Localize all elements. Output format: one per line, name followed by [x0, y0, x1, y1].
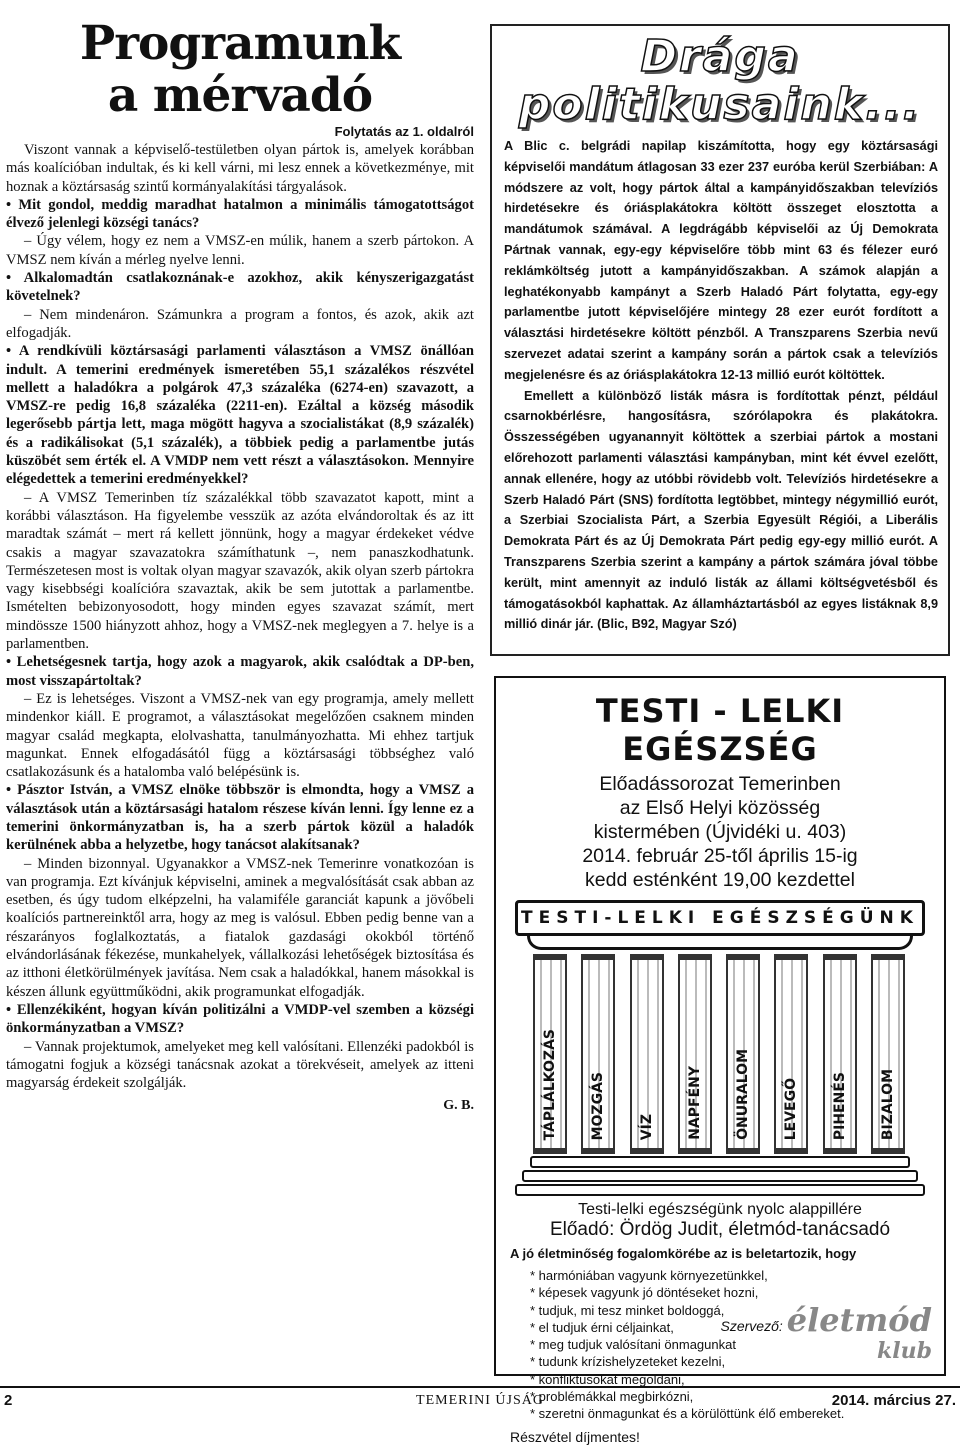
- temple-pillar: [678, 954, 712, 1154]
- list-item: * el tudjuk érni céljainkat,: [530, 1319, 674, 1335]
- sidebar-paragraph: Emellett a különböző listák másra is fordítottak pénzt, például csarnokbérlésre, hangosításra, szórólapokra és plakátokra. Összességében ugyanannyit költöttek a szerbiai pártok a mostani előrehozott parlamenti választási kampányban, mint két évvel ezelőtt, annak ellenére, hogy az utóbbi rövidebb volt. Televíziós hirdetésekre a Szerb Haladó Párt (SNS) fordította legtöbbet, mintegy négymillió eurót, a Szerbiai Szocialista Párt, a Szerbia Egyesült Régiói, a Liberális Demokrata Párt és az Új Demokrata Párt pedig egy-egy millió eurót. A Transzparens Szerbia szerint a kampány a pártok számára jóval többe került, mint amennyit az induló listák az állami költségvetésből és támogatásokból kaphattak. Az államháztartásból az egyes listáknak 8,9 millió dinár jár. (Blic, B92, Magyar Szó): [504, 388, 938, 632]
- temple-pillar: [630, 954, 664, 1154]
- publication-name: TEMERINI ÚJSÁG: [416, 1393, 544, 1408]
- sidebar-article: [490, 24, 950, 656]
- sidebar-title-line-1: Drága: [640, 31, 800, 82]
- continued-note: Folytatás az 1. oldalról: [334, 124, 474, 139]
- club-logo-text-2: klub: [877, 1338, 932, 1364]
- temple-pillar: [726, 954, 760, 1154]
- interview-question: • A rendkívüli köztársasági parlamenti választáson a VMSZ önállóan indult. A temerini eredmények ismeretében 55,1 százalékos részvétel mellett a haladókra a polgárok 47,3 százaléka (6274-en) szavazott, a VMSZ-re pedig 16,8 százaléka (2211-en). Ezáltal a község második legerősebb pártja lett, maga mögött hagyva a szocialistákat (8,9 százalék) és a radikálisokat (5,1 százalék), a többiek pedig a parlamentbe jutás küszöbét sem érték el. A VMDP nem vett részt a választásokon. Mennyire elégedettek a temerini eredményekkel?: [6, 343, 474, 488]
- interview-paragraph: Viszont vannak a képviselő-testületben olyan pártok is, amelyek korábban más koalícióban indultak, és ki kell várni, mi lesz ennek a következménye, mit hoznak a köztársaság szintű kormányalakítási tárgyalások.: [6, 142, 474, 195]
- pillar-label: NAPFÉNY: [686, 1066, 703, 1140]
- ad-line: kistermében (Újvidéki u. 403): [593, 821, 847, 843]
- headline-line-1: Programunk: [79, 16, 401, 71]
- page-footer: [0, 1386, 960, 1415]
- interview-question: • Lehetségesnek tartja, hogy azok a magyarok, akik csalódtak a DP-ben, most visszapártoltak?: [6, 654, 474, 689]
- organizer: [720, 1301, 932, 1366]
- temple-pillar: [581, 954, 615, 1154]
- temple-steps: [515, 1156, 925, 1196]
- issue-date: 2014. március 27.: [831, 1392, 956, 1409]
- temple-roof: TESTI-LELKI EGÉSZSÉGÜNK: [515, 900, 925, 936]
- author-signature: G. B.: [443, 1098, 474, 1114]
- temple-pediment: [527, 936, 913, 950]
- interview-paragraph: – Minden bizonnyal. Ugyanakkor a VMSZ-nek Temerinre vonatkozóan is van programja. Ezt kívánjuk képviselni, aminek a megvalósítását csak abban az esetben, és úgy tudom elképzelni, ha valamiféle garanciát kapunk a jövőbeli koalíciós partnereinktől arra, hogy az meg is valósul. Ebben pedig benne van a részarányos foglalkoztatás, a fiatalok gazdasági okokból történő elvándorlásának fékezése, munkahelyek, vállalkozási lehetőségek biztosítása és az itthoni életkörülmények javítása. Nem csak a haladókkal, hanem másokkal is készen állunk együttműködni, akik programunkat elfogadják.: [6, 855, 474, 1000]
- ad-line: Előadássorozat Temerinben: [599, 773, 841, 795]
- pillar-label: BIZALOM: [879, 1068, 896, 1140]
- temple-pillar: [774, 954, 808, 1154]
- interview-question: • Ellenzékiként, hogyan kíván politizálni a VMDP-vel szemben a községi önkormányzatban a VMSZ?: [6, 1001, 474, 1037]
- temple-pillar: [533, 954, 567, 1154]
- list-item: * meg tudjuk valósítani önmagunkat: [530, 1337, 736, 1353]
- pillar-label: MOZGÁS: [590, 1071, 607, 1140]
- ad-free-entry: Részvétel díjmentes!: [510, 1428, 640, 1445]
- interview-paragraph: – A VMSZ Temerinben tíz százalékkal több szavazatot kapott, mint a korábbi választáson. Ha figyelembe vesszük az azóta elvándoroltak és az itt maradtak számát – mert rá kellett jönnünk, hogy a magyar érdekeket védve csakis a magyar szavazatokra számíthatunk –, nem panaszkodhatunk. Természetesen most is voltak olyan magyar szavazók, akik olyan szerb pártokra vagy kisebbségi koalícióra szavaztak, akik be sem jutottak a parlamentbe. Ismételten bebizonyosodott, hogy minden egyes szavazat számít, mert mindössze 1500 hiányzott ahhoz, hogy a VMSZ-nek meglegyen a 7. helye is a parlamentben.: [6, 489, 474, 653]
- pillar-label: LEVEGŐ: [783, 1077, 800, 1140]
- interview-paragraph: – Nem mindenáron. Számunkra a program a fontos, és azok, akik azt elfogadják.: [6, 306, 474, 341]
- page-number: 2: [4, 1392, 13, 1409]
- temple-pillar: [823, 954, 857, 1154]
- list-item: * tudjuk, mi tesz minket boldoggá,: [530, 1302, 725, 1318]
- ad-line: 2014. február 25-től április 15-ig: [582, 845, 858, 867]
- article-headline: [6, 18, 474, 122]
- temple-illustration: [505, 900, 935, 1200]
- organizer-label: Szervező:: [720, 1318, 783, 1334]
- list-item: * konfliktusokat megoldani,: [530, 1371, 685, 1387]
- pillar-label: TÁPLÁLKOZÁS: [542, 1028, 558, 1140]
- headline-line-2: a mérvadó: [107, 68, 373, 123]
- pillar-label: PIHENÉS: [831, 1071, 848, 1140]
- sidebar-body: [492, 130, 948, 635]
- sidebar-paragraph: A Blic c. belgrádi napilap kiszámította, hogy egy köztársasági képviselői mandátum átlagosan 33 ezer 237 euróba kerül Szerbiában: A módszere az volt, hogy pártok által a kampányidőszakban televíziós hirdetésekre és óriásplakátokra költött összeget elosztotta a mandátumok számával. A legdrágább képviselői az Új Demokrata Pártnak vannak, egy-egy képviselőre több mint 63 és félezer euró reklámköltség jutott a kampányidőszakban. A számok alapján a leghatékonyabb kampányt a Szerb Haladó Párt folytatta, egy-egy parlamentbe jutott képviselőjére mintegy 28 ezer eurót fordított a választási hirdetésekre költött pénzből. A Transzparens Szerbia nevű szervezet adatai szerint a kampány során a pártok csak a televíziós megjelenésre és az óriásplakátokra 12-13 millió eurót költöttek.: [504, 139, 938, 382]
- interview-question: • Mit gondol, meddig maradhat hatalmon a minimális támogatottságot élvező jelenlegi községi tanács?: [6, 196, 474, 232]
- temple-pillar: [871, 954, 905, 1154]
- ad-line: az Első Helyi közösség: [619, 797, 821, 819]
- list-item: * képesek vagyunk jó döntéseket hozni,: [530, 1285, 759, 1301]
- temple-pillars: [533, 954, 905, 1154]
- sidebar-title-line-2: politikusaink...: [518, 79, 922, 130]
- interview-paragraph: – Vannak projektumok, amelyeket meg kell valósítani. Ellenzéki padokból is támogatni fogjuk a községi tanácsnak azokat a törekvéseit, amelyek az itteni magyarság érdekeit szolgálják.: [6, 1038, 474, 1092]
- list-item: * tudunk krízishelyzeteket kezelni,: [530, 1354, 726, 1370]
- ad-subtitle: Testi-lelki egészségünk nyolc alappillére: [578, 1201, 862, 1218]
- list-item: * szeretni önmagunkat és a körülöttünk élő embereket.: [530, 1406, 845, 1422]
- list-item: * problémákkal megbirkózni,: [530, 1389, 694, 1405]
- interview-question: • Pásztor István, a VMSZ elnöke többször is elmondta, hogy a VMSZ a választások után a köztársasági hatalom részese kíván lenni. Így lenne ez a temerini önkormányzatban is, ha a szerb pártok közül a haladók kerülnének abba a helyzetbe, hogy tanácsot alakítsanak?: [6, 782, 474, 854]
- pillar-label: VÍZ: [638, 1113, 655, 1140]
- ad-title: TESTI - LELKI EGÉSZSÉG: [595, 692, 845, 768]
- interview-paragraph: – Ez is lehetséges. Viszont a VMSZ-nek van egy programja, amely mellett mindenkor kiáll. E programot, a választásokat megelőzően csaknem minden magyar család megkapta, elolvashatta, tanulmányozhatta. Mi ehhez tartjuk magunkat. Ennek elfogadásától függ a köztársasági többséghez való csatlakozásunk és a hatalomba való belépésünk is.: [6, 690, 474, 781]
- main-article: [6, 18, 474, 1114]
- ad-line: kedd esténként 19,00 kezdettel: [585, 869, 855, 891]
- club-logo-text-1: életmód: [786, 1301, 932, 1339]
- list-item: * harmóniában vagyunk környezetünkkel,: [530, 1268, 768, 1283]
- interview-paragraph: – Úgy vélem, hogy ez nem a VMSZ-en múlik, hanem a szerb pártokon. A VMSZ nem kíván a mérleg nyelve lenni.: [6, 233, 474, 268]
- interview-question: • Alkalomadtán csatlakoznának-e azokhoz, akik kényszerigazgatást követelnek?: [6, 270, 474, 305]
- ad-list-heading: A jó életminőség fogalomkörébe az is beletartozik, hogy: [510, 1246, 857, 1261]
- ad-presenter: Előadó: Ördög Judit, életmód-tanácsadó: [549, 1219, 891, 1240]
- article-body: [6, 141, 474, 1092]
- pillar-label: ÖNURALOM: [735, 1049, 752, 1140]
